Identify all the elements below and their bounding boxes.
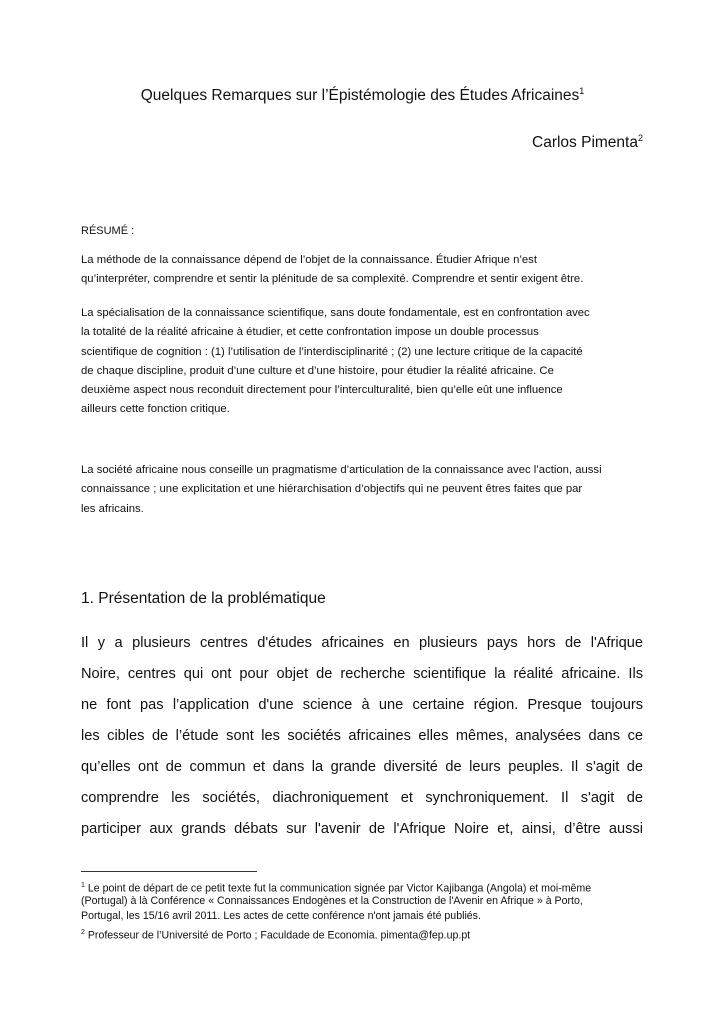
text-line bbox=[81, 909, 651, 925]
footnote-ref-1[interactable]: 1 bbox=[579, 86, 585, 96]
text-line bbox=[81, 878, 651, 894]
footnote-text: Portugal, les 15/16 avril 2011. Les actes de cette conférence n'ont jamais été publiés. bbox=[81, 910, 481, 922]
text-line: Noire, centres qui ont pour objet de recherche scientifique la réalité africaine. Ils bbox=[81, 666, 643, 682]
footnote-mark: 1 bbox=[81, 882, 85, 889]
text-line: La société africaine nous conseille un pragmatisme d’articulation de la connaissance avec l’action, aussi bbox=[81, 464, 602, 476]
text-line: les cibles de l’étude sont les sociétés africaines elles mêmes, analysées dans ce bbox=[81, 728, 643, 744]
text-line: ne font pas l’application d'une science à une certaine région. Presque toujours bbox=[81, 697, 643, 713]
text-line: La spécialisation de la connaissance scientifique, sans doute fondamentale, est en confrontation avec bbox=[81, 307, 590, 319]
section-heading: 1. Présentation de la problématique bbox=[81, 590, 326, 607]
document-title bbox=[0, 86, 725, 105]
abstract-paragraph bbox=[81, 461, 646, 519]
text-line: ailleurs cette fonction critique. bbox=[81, 403, 230, 416]
text-line: la totalité de la réalité africaine à étudier, et cette confrontation impose un double processus bbox=[81, 326, 539, 339]
text-line: Il y a plusieurs centres d'études africaines en plusieurs pays hors de l'Afrique bbox=[81, 635, 643, 651]
footnote bbox=[81, 878, 651, 925]
text-line: La méthode de la connaissance dépend de l’objet de la connaissance. Étudier Afrique n’est bbox=[81, 254, 537, 266]
text-line: scientifique de cognition : (1) l’utilisation de l’interdisciplinarité ; (2) une lecture critique de la capacité bbox=[81, 345, 583, 358]
text-line: qu’interpréter, comprendre et sentir la plénitude de sa complexité. Comprendre et sentir exigent être. bbox=[81, 273, 584, 286]
abstract-paragraph bbox=[81, 251, 646, 290]
text-line: qu’elles ont de commun et dans la grande diversité de leurs peuples. Il s'agit de bbox=[81, 759, 643, 775]
text-line bbox=[81, 925, 651, 941]
text-line: de chaque discipline, produit d’une culture et d’une histoire, pour étudier la réalité africaine. Ce bbox=[81, 364, 554, 377]
footnote bbox=[81, 925, 651, 941]
footnote-text: (Portugal) à là Conférence « Connaissances Endogènes et la Construction de l'Avenir en Afrique » à Porto, bbox=[81, 894, 583, 907]
resume-label: RÉSUMÉ : bbox=[81, 225, 135, 237]
footnote-text: Le point de départ de ce petit texte fut la communication signée par Victor Kajibanga (Angola) et moi-même bbox=[87, 882, 592, 895]
text-line: deuxième aspect nous reconduit directement pour l’interculturalité, bien qu’elle eût une influence bbox=[81, 384, 563, 397]
footnote-separator bbox=[81, 871, 257, 872]
abstract-paragraph bbox=[81, 304, 646, 420]
text-line: comprendre les sociétés, diachroniquement et synchroniquement. Il s'agit de bbox=[81, 790, 643, 806]
title-text: Quelques Remarques sur l’Épistémologie des Études Africaines bbox=[140, 87, 580, 105]
footnote-text: Professeur de l’Université de Porto ; Faculdade de Economia. pimenta@fep.up.pt bbox=[87, 929, 471, 942]
body-paragraph bbox=[81, 628, 643, 845]
text-line bbox=[81, 894, 651, 910]
text-line: connaissance ; une explicitation et une hiérarchisation d’objectifs qui ne peuvent êtres faites que par bbox=[81, 483, 583, 496]
text-line: les africains. bbox=[81, 502, 144, 515]
author bbox=[532, 133, 643, 152]
footnote-ref-2[interactable]: 2 bbox=[637, 133, 643, 143]
author-name: Carlos Pimenta bbox=[532, 134, 638, 152]
text-line: participer aux grands débats sur l'avenir de l'Afrique Noire et, ainsi, d’être aussi bbox=[81, 821, 643, 837]
footnote-mark: 2 bbox=[81, 929, 85, 936]
